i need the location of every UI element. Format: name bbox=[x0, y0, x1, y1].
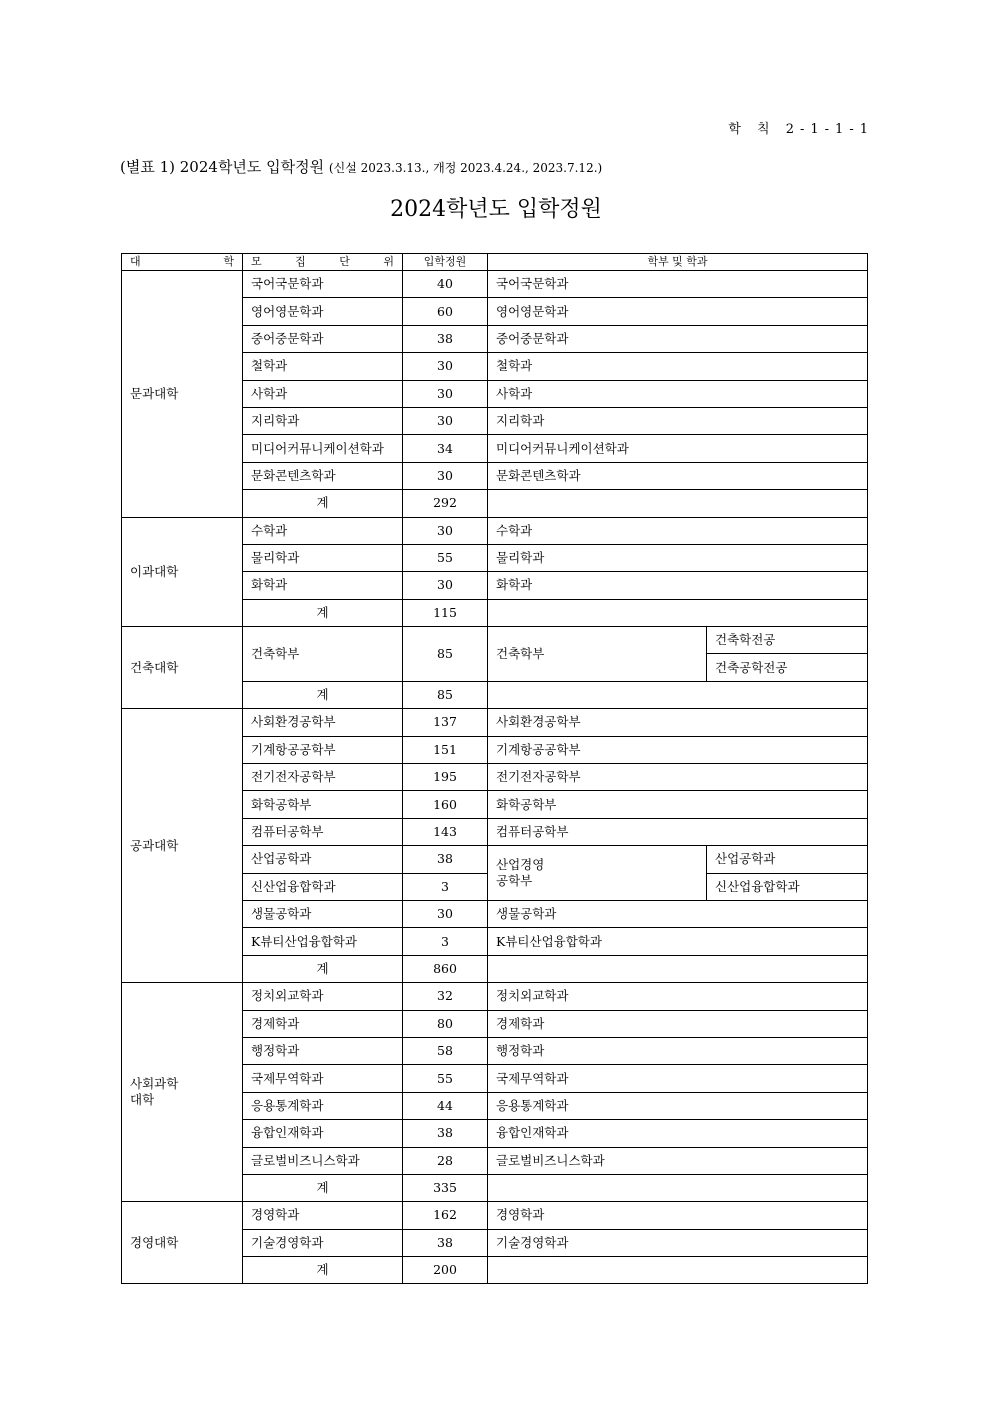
quota-cell: 38 bbox=[403, 1229, 488, 1256]
dept-cell: 생물공학과 bbox=[488, 900, 868, 927]
college-cell: 문과대학 bbox=[122, 271, 243, 518]
table-row bbox=[122, 983, 868, 1010]
quota-cell: 38 bbox=[403, 846, 488, 873]
dept-cell: 기술경영학과 bbox=[488, 1229, 868, 1256]
table-row bbox=[122, 1202, 868, 1229]
subtotal-label: 계 bbox=[243, 1257, 403, 1284]
dept-cell: 지리학과 bbox=[488, 407, 868, 434]
college-cell: 공과대학 bbox=[122, 709, 243, 983]
unit-cell: 정치외교학과 bbox=[243, 983, 403, 1010]
quota-cell: 38 bbox=[403, 325, 488, 352]
dept-cell: 영어영문학과 bbox=[488, 298, 868, 325]
dept-cell: 미디어커뮤니케이션학과 bbox=[488, 435, 868, 462]
dept-cell bbox=[488, 955, 868, 982]
admission-quota-table bbox=[121, 253, 868, 1284]
header-college: 대 학 bbox=[122, 254, 243, 271]
quota-cell: 3 bbox=[403, 928, 488, 955]
dept-line-1: 산업경영 bbox=[496, 857, 545, 873]
college-line-2: 대학 bbox=[130, 1092, 155, 1108]
subtotal-label: 계 bbox=[243, 599, 403, 626]
dept-cell: 물리학과 bbox=[488, 544, 868, 571]
college-cell: 건축대학 bbox=[122, 627, 243, 709]
quota-cell: 60 bbox=[403, 298, 488, 325]
college-cell: 경영대학 bbox=[122, 1202, 243, 1284]
dept-cell: 정치외교학과 bbox=[488, 983, 868, 1010]
unit-cell: 전기전자공학부 bbox=[243, 764, 403, 791]
unit-cell: 국어국문학과 bbox=[243, 271, 403, 298]
dept-cell: 응용통계학과 bbox=[488, 1092, 868, 1119]
unit-cell: 화학과 bbox=[243, 572, 403, 599]
unit-cell: 신산업융합학과 bbox=[243, 873, 403, 900]
dept-cell: 사회환경공학부 bbox=[488, 709, 868, 736]
dept-cell bbox=[488, 1257, 868, 1284]
unit-cell: 사학과 bbox=[243, 380, 403, 407]
annex-header bbox=[120, 156, 602, 177]
table-header-row bbox=[122, 254, 868, 271]
unit-cell: 미디어커뮤니케이션학과 bbox=[243, 435, 403, 462]
dept-cell bbox=[488, 681, 868, 708]
dept-cell: K뷰티산업융합학과 bbox=[488, 928, 868, 955]
subtotal-quota: 335 bbox=[403, 1174, 488, 1201]
regulation-number: 학 칙 2-1-1-1 bbox=[728, 122, 874, 137]
quota-cell: 3 bbox=[403, 873, 488, 900]
dept-cell: 국제무역학과 bbox=[488, 1065, 868, 1092]
dept-cell: 국어국문학과 bbox=[488, 271, 868, 298]
header-department: 학부 및 학과 bbox=[488, 254, 868, 271]
annex-label: (별표 1) 2024학년도 입학정원 bbox=[120, 158, 325, 176]
dept-cell: 철학과 bbox=[488, 353, 868, 380]
dept-cell: 화학공학부 bbox=[488, 791, 868, 818]
unit-cell: 컴퓨터공학부 bbox=[243, 818, 403, 845]
unit-cell: 글로벌비즈니스학과 bbox=[243, 1147, 403, 1174]
unit-cell: 응용통계학과 bbox=[243, 1092, 403, 1119]
unit-cell: 지리학과 bbox=[243, 407, 403, 434]
dept-cell: 수학과 bbox=[488, 517, 868, 544]
subtotal-quota: 292 bbox=[403, 490, 488, 517]
quota-cell: 162 bbox=[403, 1202, 488, 1229]
subtotal-quota: 115 bbox=[403, 599, 488, 626]
quota-cell: 38 bbox=[403, 1120, 488, 1147]
unit-cell: 행정학과 bbox=[243, 1037, 403, 1064]
subtotal-quota: 860 bbox=[403, 955, 488, 982]
unit-cell: 수학과 bbox=[243, 517, 403, 544]
unit-cell: 경영학과 bbox=[243, 1202, 403, 1229]
unit-cell: 영어영문학과 bbox=[243, 298, 403, 325]
sub-dept-cell: 신산업융합학과 bbox=[707, 873, 868, 900]
table-row bbox=[122, 517, 868, 544]
dept-cell bbox=[488, 490, 868, 517]
quota-cell: 30 bbox=[403, 380, 488, 407]
subtotal-quota: 85 bbox=[403, 681, 488, 708]
unit-cell: 중어중문학과 bbox=[243, 325, 403, 352]
dept-cell: 화학과 bbox=[488, 572, 868, 599]
quota-cell: 151 bbox=[403, 736, 488, 763]
unit-cell: 경제학과 bbox=[243, 1010, 403, 1037]
header-quota: 입학정원 bbox=[403, 254, 488, 271]
unit-cell: 생물공학과 bbox=[243, 900, 403, 927]
dept-cell: 건축학부 bbox=[488, 627, 707, 682]
dept-cell: 행정학과 bbox=[488, 1037, 868, 1064]
quota-cell: 44 bbox=[403, 1092, 488, 1119]
header-unit: 모 집 단 위 bbox=[243, 254, 403, 271]
quota-cell: 28 bbox=[403, 1147, 488, 1174]
unit-cell: 산업공학과 bbox=[243, 846, 403, 873]
dept-cell: 중어중문학과 bbox=[488, 325, 868, 352]
sub-dept-cell: 산업공학과 bbox=[707, 846, 868, 873]
unit-cell: 화학공학부 bbox=[243, 791, 403, 818]
table-row bbox=[122, 709, 868, 736]
amendment-note: (신설 2023.3.13., 개정 2023.4.24., 2023.7.12.) bbox=[328, 161, 603, 175]
table-row bbox=[122, 627, 868, 654]
dept-cell: 경제학과 bbox=[488, 1010, 868, 1037]
dept-cell: 사학과 bbox=[488, 380, 868, 407]
quota-cell: 143 bbox=[403, 818, 488, 845]
table-row bbox=[122, 271, 868, 298]
quota-cell: 30 bbox=[403, 900, 488, 927]
unit-cell: 융합인재학과 bbox=[243, 1120, 403, 1147]
dept-cell: 문화콘텐츠학과 bbox=[488, 462, 868, 489]
unit-cell: 문화콘텐츠학과 bbox=[243, 462, 403, 489]
quota-cell: 58 bbox=[403, 1037, 488, 1064]
unit-cell: 물리학과 bbox=[243, 544, 403, 571]
unit-cell: 기계항공공학부 bbox=[243, 736, 403, 763]
college-cell: 이과대학 bbox=[122, 517, 243, 627]
unit-cell: 건축학부 bbox=[243, 627, 403, 682]
quota-cell: 30 bbox=[403, 407, 488, 434]
quota-cell: 137 bbox=[403, 709, 488, 736]
subtotal-label: 계 bbox=[243, 681, 403, 708]
quota-cell: 160 bbox=[403, 791, 488, 818]
subtotal-quota: 200 bbox=[403, 1257, 488, 1284]
quota-cell: 30 bbox=[403, 462, 488, 489]
quota-cell: 30 bbox=[403, 517, 488, 544]
college-cell bbox=[122, 983, 243, 1202]
dept-cell: 경영학과 bbox=[488, 1202, 868, 1229]
quota-cell: 55 bbox=[403, 1065, 488, 1092]
quota-cell: 32 bbox=[403, 983, 488, 1010]
dept-cell: 컴퓨터공학부 bbox=[488, 818, 868, 845]
quota-cell: 85 bbox=[403, 627, 488, 682]
unit-cell: K뷰티산업융합학과 bbox=[243, 928, 403, 955]
sub-dept-cell: 건축학전공 bbox=[707, 627, 868, 654]
dept-cell: 융합인재학과 bbox=[488, 1120, 868, 1147]
dept-line-2: 공학부 bbox=[496, 873, 533, 889]
college-line-1: 사회과학 bbox=[130, 1076, 179, 1092]
quota-cell: 30 bbox=[403, 572, 488, 599]
quota-cell: 55 bbox=[403, 544, 488, 571]
subtotal-label: 계 bbox=[243, 1174, 403, 1201]
unit-cell: 기술경영학과 bbox=[243, 1229, 403, 1256]
sub-dept-cell: 건축공학전공 bbox=[707, 654, 868, 681]
quota-cell: 34 bbox=[403, 435, 488, 462]
unit-cell: 국제무역학과 bbox=[243, 1065, 403, 1092]
dept-cell bbox=[488, 846, 707, 901]
page-title: 2024학년도 입학정원 bbox=[390, 197, 602, 222]
subtotal-label: 계 bbox=[243, 490, 403, 517]
quota-cell: 40 bbox=[403, 271, 488, 298]
dept-cell bbox=[488, 599, 868, 626]
dept-cell bbox=[488, 1174, 868, 1201]
quota-cell: 80 bbox=[403, 1010, 488, 1037]
dept-cell: 전기전자공학부 bbox=[488, 764, 868, 791]
dept-cell: 글로벌비즈니스학과 bbox=[488, 1147, 868, 1174]
subtotal-label: 계 bbox=[243, 955, 403, 982]
unit-cell: 사회환경공학부 bbox=[243, 709, 403, 736]
quota-cell: 195 bbox=[403, 764, 488, 791]
quota-cell: 30 bbox=[403, 353, 488, 380]
unit-cell: 철학과 bbox=[243, 353, 403, 380]
dept-cell: 기계항공공학부 bbox=[488, 736, 868, 763]
